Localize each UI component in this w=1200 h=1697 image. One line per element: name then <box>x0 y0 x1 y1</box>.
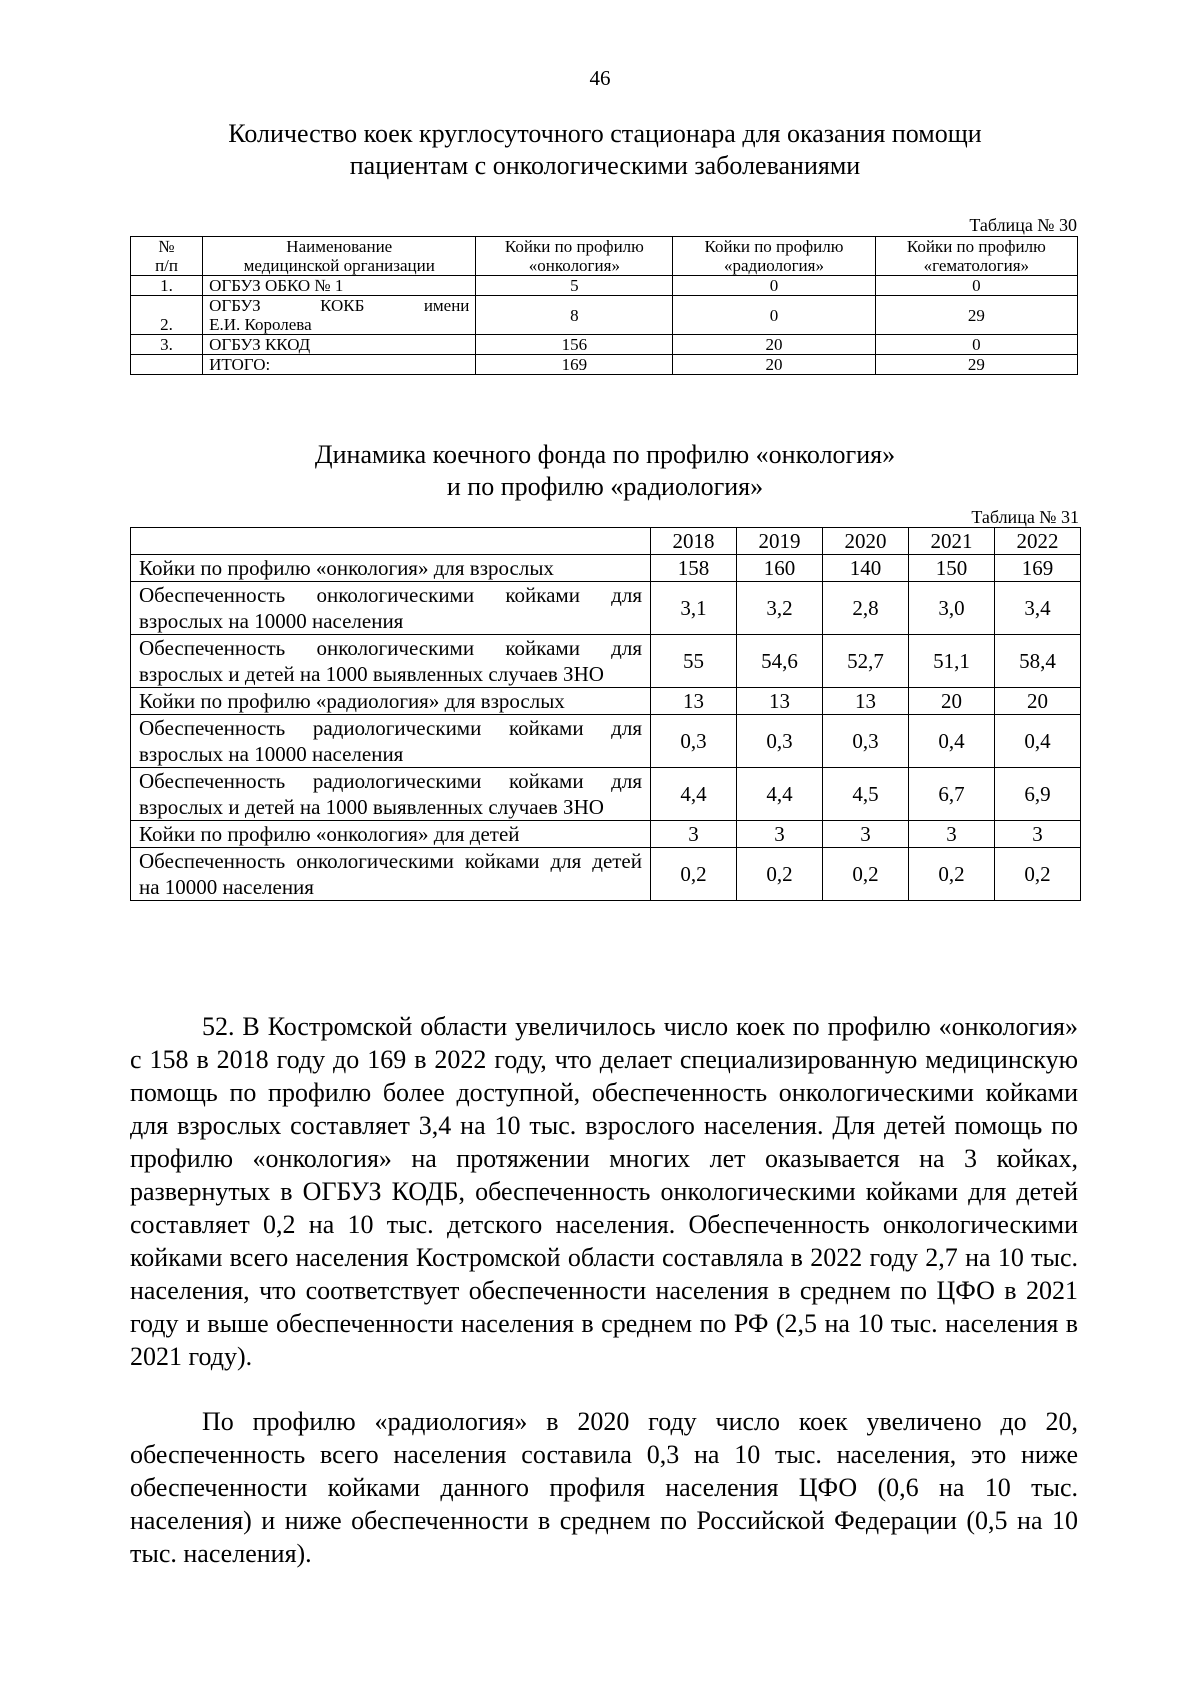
table31-cell: 58,4 <box>995 635 1081 688</box>
table30-cell-name-line1: ОГБУЗ КОКБ имени <box>209 296 470 315</box>
table-row <box>131 715 1081 768</box>
table31-cell: 3 <box>737 821 823 848</box>
table30-cell-hem: 0 <box>875 276 1077 296</box>
table30-cell-name: ОГБУЗ ККОД <box>203 335 476 355</box>
table31-cell: 54,6 <box>737 635 823 688</box>
table31-title-line1: Динамика коечного фонда по профилю «онкология» <box>314 440 896 469</box>
table31-header-year: 2018 <box>651 528 737 555</box>
table30-cell-name-line2: Е.И. Королева <box>209 315 312 334</box>
table31-header-year: 2019 <box>737 528 823 555</box>
table31-cell: 0,2 <box>651 848 737 901</box>
table-row <box>131 848 1081 901</box>
table31-cell: 3 <box>651 821 737 848</box>
table30-cell-name <box>203 296 476 335</box>
table-row <box>131 555 1081 582</box>
table31-cell: 140 <box>823 555 909 582</box>
table31-cell: 3,2 <box>737 582 823 635</box>
table31-cell: 51,1 <box>909 635 995 688</box>
table31-cell: 3,1 <box>651 582 737 635</box>
table30-cell-num <box>131 355 203 375</box>
table-row <box>131 821 1081 848</box>
table30-header-hem: Койки по профилю «гематология» <box>875 237 1077 276</box>
table31-cell: 160 <box>737 555 823 582</box>
table31-row-label: Койки по профилю «онкология» для детей <box>131 821 651 848</box>
table30-title <box>130 118 1080 182</box>
table31-cell: 3 <box>995 821 1081 848</box>
table30-cell-rad: 0 <box>673 276 875 296</box>
table30-cell-rad: 0 <box>673 296 875 335</box>
table31-cell: 3 <box>823 821 909 848</box>
table31-cell: 6,7 <box>909 768 995 821</box>
table31-cell: 6,9 <box>995 768 1081 821</box>
table31-header-blank <box>131 528 651 555</box>
table30-title-line1: Количество коек круглосуточного стационара для оказания помощи <box>228 119 982 148</box>
table30-cell-onc: 169 <box>476 355 673 375</box>
table31-cell: 3,4 <box>995 582 1081 635</box>
table-row <box>131 296 1078 335</box>
table31-cell: 3 <box>909 821 995 848</box>
table31-header-year: 2020 <box>823 528 909 555</box>
table31-cell: 55 <box>651 635 737 688</box>
table31-title <box>130 439 1080 503</box>
body-paragraph-1 <box>130 1010 1078 1373</box>
table31-cell: 169 <box>995 555 1081 582</box>
table30-cell-num: 2. <box>131 296 203 335</box>
table30-header-onc: Койки по профилю «онкология» <box>476 237 673 276</box>
table31-cell: 13 <box>823 688 909 715</box>
table30-cell-num: 3. <box>131 335 203 355</box>
table31-cell: 13 <box>737 688 823 715</box>
table-row-total <box>131 355 1078 375</box>
table31-cell: 3,0 <box>909 582 995 635</box>
table30-label: Таблица № 30 <box>969 215 1077 235</box>
table-row <box>131 582 1081 635</box>
paragraph-text: 52. В Костромской области увеличилось число коек по профилю «онкология» с 158 в 2018 году до 169 в 2022 году, что делает специализированную медицинскую помощь по профилю более доступной, обеспеченность онкологическими койками для взрослых составляет 3,4 на 10 тыс. взрослого населения. Для детей помощь по профилю «онкология» на протяжении многих лет оказывается на 3 койках, развернутых в ОГБУЗ КОДБ, обеспеченность онкологическими койками для детей составляет 0,2 на 10 тыс. детского населения. Обеспеченность онкологическими койками всего населения Костромской области составляла в 2022 году 2,7 на 10 тыс. населения, что соответствует обеспеченности населения в среднем по ЦФО в 2021 году и выше обеспеченности населения в среднем по РФ (2,5 на 10 тыс. населения в 2021 году). <box>130 1012 1078 1371</box>
table31-cell: 4,5 <box>823 768 909 821</box>
table31-cell: 0,2 <box>737 848 823 901</box>
table-31 <box>130 527 1081 901</box>
table31-cell: 0,3 <box>737 715 823 768</box>
table31-header-row <box>131 528 1081 555</box>
table31-row-label: Обеспеченность онкологическими койками для детей на 10000 населения <box>131 848 651 901</box>
table31-row-label: Обеспеченность онкологическими койками для взрослых на 10000 населения <box>131 582 651 635</box>
table30-header-rad: Койки по профилю «радиология» <box>673 237 875 276</box>
table31-cell: 20 <box>995 688 1081 715</box>
table-row <box>131 635 1081 688</box>
table31-row-label: Обеспеченность онкологическими койками для взрослых и детей на 1000 выявленных случаев ЗНО <box>131 635 651 688</box>
table30-cell-name: ОГБУЗ ОБКО № 1 <box>203 276 476 296</box>
page-number: 46 <box>589 66 611 90</box>
table-row <box>131 335 1078 355</box>
table30-header-name: Наименование медицинской организации <box>203 237 476 276</box>
table31-cell: 4,4 <box>737 768 823 821</box>
table31-row-label: Обеспеченность радиологическими койками для взрослых и детей на 1000 выявленных случаев ЗНО <box>131 768 651 821</box>
table31-cell: 0,4 <box>909 715 995 768</box>
table31-cell: 0,2 <box>995 848 1081 901</box>
table-row <box>131 768 1081 821</box>
table30-cell-onc: 156 <box>476 335 673 355</box>
table-30 <box>130 236 1078 375</box>
table30-cell-rad: 20 <box>673 335 875 355</box>
table30-cell-name: ИТОГО: <box>203 355 476 375</box>
table31-label: Таблица № 31 <box>971 507 1079 527</box>
table31-cell: 0,3 <box>651 715 737 768</box>
table30-title-line2: пациентам с онкологическими заболеваниями <box>349 151 861 180</box>
table30-cell-hem: 29 <box>875 296 1077 335</box>
table31-title-line2: и по профилю «радиология» <box>446 472 764 501</box>
table30-header-row <box>131 237 1078 276</box>
table30-cell-rad: 20 <box>673 355 875 375</box>
table31-cell: 150 <box>909 555 995 582</box>
table31-cell: 20 <box>909 688 995 715</box>
table30-header-num: № п/п <box>131 237 203 276</box>
table31-cell: 158 <box>651 555 737 582</box>
table31-cell: 52,7 <box>823 635 909 688</box>
table31-cell: 13 <box>651 688 737 715</box>
table31-cell: 4,4 <box>651 768 737 821</box>
table31-cell: 0,3 <box>823 715 909 768</box>
table30-cell-hem: 29 <box>875 355 1077 375</box>
table31-header-year: 2021 <box>909 528 995 555</box>
table30-cell-onc: 5 <box>476 276 673 296</box>
table31-cell: 2,8 <box>823 582 909 635</box>
table31-cell: 0,4 <box>995 715 1081 768</box>
table30-cell-hem: 0 <box>875 335 1077 355</box>
table31-row-label: Обеспеченность радиологическими койками для взрослых на 10000 населения <box>131 715 651 768</box>
table-row <box>131 276 1078 296</box>
paragraph-text: По профилю «радиология» в 2020 году число коек увеличено до 20, обеспеченность всего населения составила 0,3 на 10 тыс. населения, это ниже обеспеченности койками данного профиля населения ЦФО (0,6 на 10 тыс. населения) и ниже обеспеченности в среднем по Российской Федерации (0,5 на 10 тыс. населения). <box>130 1407 1078 1568</box>
table31-cell: 0,2 <box>823 848 909 901</box>
table31-cell: 0,2 <box>909 848 995 901</box>
table30-cell-onc: 8 <box>476 296 673 335</box>
table31-header-year: 2022 <box>995 528 1081 555</box>
table31-row-label: Койки по профилю «онкология» для взрослых <box>131 555 651 582</box>
table30-cell-num: 1. <box>131 276 203 296</box>
table31-row-label: Койки по профилю «радиология» для взрослых <box>131 688 651 715</box>
table-row <box>131 688 1081 715</box>
body-paragraph-2 <box>130 1405 1078 1570</box>
